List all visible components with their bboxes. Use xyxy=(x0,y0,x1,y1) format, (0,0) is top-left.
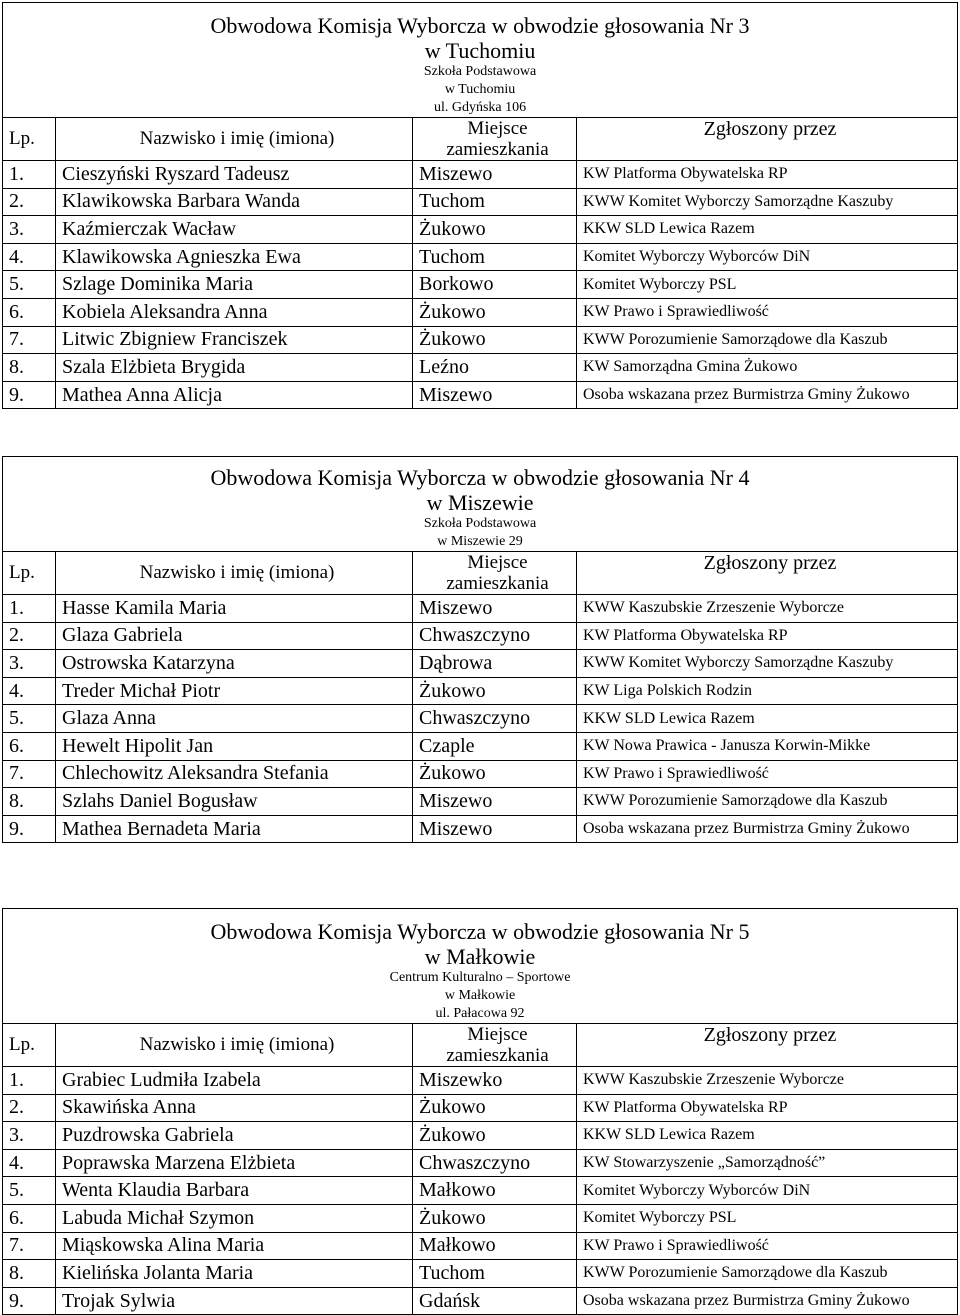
member-number: 2. xyxy=(3,188,56,216)
member-number: 4. xyxy=(3,1149,56,1177)
committee-header xyxy=(3,457,958,552)
member-number: 9. xyxy=(3,1287,56,1315)
committee-table xyxy=(2,908,958,1315)
member-name: Poprawska Marzena Elżbieta xyxy=(56,1149,413,1177)
member-name: Hewelt Hipolit Jan xyxy=(56,732,413,760)
member-source: KW Samorządna Gmina Żukowo xyxy=(577,354,958,382)
table-row xyxy=(3,188,958,216)
member-number: 5. xyxy=(3,271,56,299)
table-row xyxy=(3,705,958,733)
table-row xyxy=(3,595,958,623)
member-name: Trojak Sylwia xyxy=(56,1287,413,1315)
column-header-place-line2: zamieszkania xyxy=(446,139,549,160)
column-header-name: Nazwisko i imię (imiona) xyxy=(56,552,413,595)
column-header-lp: Lp. xyxy=(3,1024,56,1067)
member-source: KWW Porozumienie Samorządowe dla Kaszub xyxy=(577,326,958,354)
column-header-source: Zgłoszony przez xyxy=(577,552,958,595)
member-name: Kobiela Aleksandra Anna xyxy=(56,298,413,326)
committee-location: w Małkowie xyxy=(424,944,536,969)
member-place: Tuchom xyxy=(413,1260,577,1288)
member-place: Tuchom xyxy=(413,243,577,271)
table-row xyxy=(3,381,958,409)
member-place: Miszewo xyxy=(413,381,577,409)
member-number: 8. xyxy=(3,788,56,816)
member-place: Miszewo xyxy=(413,815,577,843)
member-source: Komitet Wyborczy Wyborców DiN xyxy=(577,243,958,271)
member-number: 8. xyxy=(3,1260,56,1288)
member-number: 1. xyxy=(3,595,56,623)
column-header-place xyxy=(413,552,577,595)
member-place: Czaple xyxy=(413,732,577,760)
member-place: Żukowo xyxy=(413,1094,577,1122)
member-source: Komitet Wyborczy PSL xyxy=(577,271,958,299)
committee-table xyxy=(2,2,958,409)
member-place: Żukowo xyxy=(413,216,577,244)
table-row xyxy=(3,1232,958,1260)
member-source: KWW Kaszubskie Zrzeszenie Wyborcze xyxy=(577,595,958,623)
address-line: ul. Pałacowa 92 xyxy=(435,1006,525,1021)
member-number: 1. xyxy=(3,1067,56,1095)
member-place: Małkowo xyxy=(413,1177,577,1205)
member-source: Osoba wskazana przez Burmistrza Gminy Żukowo xyxy=(577,381,958,409)
committee-title: Obwodowa Komisja Wyborcza w obwodzie głosowania Nr 4 xyxy=(210,465,750,490)
member-source: KW Platforma Obywatelska RP xyxy=(577,161,958,189)
member-name: Hasse Kamila Maria xyxy=(56,595,413,623)
table-row xyxy=(3,788,958,816)
member-name: Ostrowska Katarzyna xyxy=(56,650,413,678)
member-name: Miąskowska Alina Maria xyxy=(56,1232,413,1260)
member-name: Szala Elżbieta Brygida xyxy=(56,354,413,382)
committee-location: w Miszewie xyxy=(426,490,534,515)
committee-block xyxy=(2,908,957,1315)
member-place: Chwaszczyno xyxy=(413,705,577,733)
member-number: 7. xyxy=(3,1232,56,1260)
member-place: Żukowo xyxy=(413,677,577,705)
member-number: 3. xyxy=(3,650,56,678)
member-name: Puzdrowska Gabriela xyxy=(56,1122,413,1150)
member-name: Kaźmierczak Wacław xyxy=(56,216,413,244)
address-line: Centrum Kulturalno – Sportowe xyxy=(389,970,571,985)
member-number: 3. xyxy=(3,1122,56,1150)
member-number: 6. xyxy=(3,298,56,326)
column-header-lp: Lp. xyxy=(3,118,56,161)
member-source: KKW SLD Lewica Razem xyxy=(577,705,958,733)
member-source: KKW SLD Lewica Razem xyxy=(577,1122,958,1150)
member-place: Żukowo xyxy=(413,326,577,354)
column-header-source: Zgłoszony przez xyxy=(577,1024,958,1067)
member-number: 9. xyxy=(3,815,56,843)
member-place: Żukowo xyxy=(413,1204,577,1232)
column-header-place-line1: Miejsce xyxy=(467,118,528,139)
member-source: KKW SLD Lewica Razem xyxy=(577,216,958,244)
address-line: w Małkowie xyxy=(444,988,516,1003)
member-place: Tuchom xyxy=(413,188,577,216)
member-place: Gdańsk xyxy=(413,1287,577,1315)
member-source: KWW Kaszubskie Zrzeszenie Wyborcze xyxy=(577,1067,958,1095)
address-line: w Tuchomiu xyxy=(444,82,516,97)
column-header-source: Zgłoszony przez xyxy=(577,118,958,161)
table-row xyxy=(3,243,958,271)
address-line: w Miszewie 29 xyxy=(437,534,523,549)
member-number: 9. xyxy=(3,381,56,409)
committee-header xyxy=(3,909,958,1024)
committee-title: Obwodowa Komisja Wyborcza w obwodzie głosowania Nr 5 xyxy=(210,919,750,944)
table-row xyxy=(3,677,958,705)
member-name: Treder Michał Piotr xyxy=(56,677,413,705)
member-source: KW Platforma Obywatelska RP xyxy=(577,1094,958,1122)
member-name: Glaza Anna xyxy=(56,705,413,733)
table-row xyxy=(3,1177,958,1205)
member-name: Klawikowska Agnieszka Ewa xyxy=(56,243,413,271)
member-name: Skawińska Anna xyxy=(56,1094,413,1122)
member-number: 6. xyxy=(3,1204,56,1232)
member-number: 3. xyxy=(3,216,56,244)
member-place: Leźno xyxy=(413,354,577,382)
member-source: KW Prawo i Sprawiedliwość xyxy=(577,298,958,326)
member-source: KWW Komitet Wyborczy Samorządne Kaszuby xyxy=(577,650,958,678)
address-line: Szkoła Podstawowa xyxy=(423,516,537,531)
member-number: 4. xyxy=(3,677,56,705)
member-name: Szlage Dominika Maria xyxy=(56,271,413,299)
member-place: Żukowo xyxy=(413,1122,577,1150)
member-name: Grabiec Ludmiła Izabela xyxy=(56,1067,413,1095)
member-source: KW Prawo i Sprawiedliwość xyxy=(577,760,958,788)
member-number: 8. xyxy=(3,354,56,382)
table-row xyxy=(3,650,958,678)
table-row xyxy=(3,1260,958,1288)
committee-table xyxy=(2,456,958,843)
member-name: Mathea Bernadeta Maria xyxy=(56,815,413,843)
table-row xyxy=(3,1287,958,1315)
member-place: Miszewo xyxy=(413,788,577,816)
member-place: Chwaszczyno xyxy=(413,622,577,650)
member-source: Osoba wskazana przez Burmistrza Gminy Żukowo xyxy=(577,1287,958,1315)
column-header-place xyxy=(413,118,577,161)
column-header-place-line2: zamieszkania xyxy=(446,573,549,594)
member-number: 2. xyxy=(3,622,56,650)
table-row xyxy=(3,354,958,382)
committee-title: Obwodowa Komisja Wyborcza w obwodzie głosowania Nr 3 xyxy=(210,13,750,38)
table-row xyxy=(3,298,958,326)
table-row xyxy=(3,161,958,189)
member-number: 2. xyxy=(3,1094,56,1122)
table-row xyxy=(3,1122,958,1150)
member-place: Borkowo xyxy=(413,271,577,299)
member-number: 7. xyxy=(3,760,56,788)
member-source: KW Nowa Prawica - Janusza Korwin-Mikke xyxy=(577,732,958,760)
member-source: Komitet Wyborczy Wyborców DiN xyxy=(577,1177,958,1205)
member-name: Labuda Michał Szymon xyxy=(56,1204,413,1232)
member-number: 5. xyxy=(3,705,56,733)
table-row xyxy=(3,1094,958,1122)
member-source: KW Liga Polskich Rodzin xyxy=(577,677,958,705)
member-source: KW Stowarzyszenie „Samorządność” xyxy=(577,1149,958,1177)
member-source: KW Prawo i Sprawiedliwość xyxy=(577,1232,958,1260)
member-place: Małkowo xyxy=(413,1232,577,1260)
member-name: Kielińska Jolanta Maria xyxy=(56,1260,413,1288)
table-row xyxy=(3,622,958,650)
address-line: ul. Gdyńska 106 xyxy=(433,100,527,115)
member-source: KWW Porozumienie Samorządowe dla Kaszub xyxy=(577,1260,958,1288)
column-header-name: Nazwisko i imię (imiona) xyxy=(56,118,413,161)
member-place: Żukowo xyxy=(413,298,577,326)
member-name: Mathea Anna Alicja xyxy=(56,381,413,409)
table-row xyxy=(3,326,958,354)
column-header-place-line2: zamieszkania xyxy=(446,1045,549,1066)
column-header-place-line1: Miejsce xyxy=(467,1024,528,1045)
member-source: Osoba wskazana przez Burmistrza Gminy Żukowo xyxy=(577,815,958,843)
table-row xyxy=(3,271,958,299)
member-source: KWW Porozumienie Samorządowe dla Kaszub xyxy=(577,788,958,816)
column-header-lp: Lp. xyxy=(3,552,56,595)
table-row xyxy=(3,760,958,788)
member-name: Wenta Klaudia Barbara xyxy=(56,1177,413,1205)
member-source: KW Platforma Obywatelska RP xyxy=(577,622,958,650)
column-header-place-line1: Miejsce xyxy=(467,552,528,573)
column-header-name: Nazwisko i imię (imiona) xyxy=(56,1024,413,1067)
table-row xyxy=(3,216,958,244)
member-number: 7. xyxy=(3,326,56,354)
table-row xyxy=(3,1204,958,1232)
member-number: 5. xyxy=(3,1177,56,1205)
member-name: Glaza Gabriela xyxy=(56,622,413,650)
member-name: Cieszyński Ryszard Tadeusz xyxy=(56,161,413,189)
table-row xyxy=(3,1067,958,1095)
member-name: Litwic Zbigniew Franciszek xyxy=(56,326,413,354)
address-line: Szkoła Podstawowa xyxy=(423,64,537,79)
member-name: Chlechowitz Aleksandra Stefania xyxy=(56,760,413,788)
committee-header xyxy=(3,3,958,118)
member-name: Klawikowska Barbara Wanda xyxy=(56,188,413,216)
member-source: KWW Komitet Wyborczy Samorządne Kaszuby xyxy=(577,188,958,216)
committee-block xyxy=(2,456,957,843)
member-number: 1. xyxy=(3,161,56,189)
member-place: Miszewo xyxy=(413,595,577,623)
table-row xyxy=(3,1149,958,1177)
member-place: Chwaszczyno xyxy=(413,1149,577,1177)
committee-location: w Tuchomiu xyxy=(424,38,536,63)
committee-block xyxy=(2,2,957,409)
member-place: Żukowo xyxy=(413,760,577,788)
member-place: Miszewko xyxy=(413,1067,577,1095)
member-number: 6. xyxy=(3,732,56,760)
member-place: Dąbrowa xyxy=(413,650,577,678)
member-source: Komitet Wyborczy PSL xyxy=(577,1204,958,1232)
member-number: 4. xyxy=(3,243,56,271)
member-name: Szlahs Daniel Bogusław xyxy=(56,788,413,816)
member-place: Miszewo xyxy=(413,161,577,189)
table-row xyxy=(3,815,958,843)
column-header-place xyxy=(413,1024,577,1067)
table-row xyxy=(3,732,958,760)
